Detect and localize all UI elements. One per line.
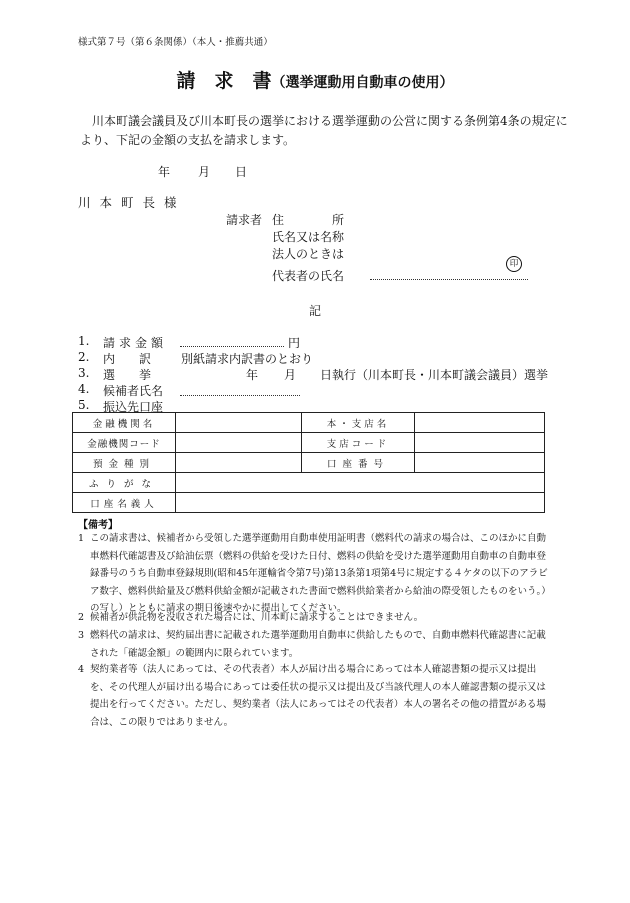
item-5-label: 振込先口座 [103, 400, 164, 414]
representative-name-line[interactable] [370, 279, 528, 280]
branch-code-field[interactable] [415, 433, 545, 453]
account-number-label: 口座番号 [302, 453, 415, 473]
note-text: この請求書は、候補者から受領した選挙運動用自動車使用証明書（燃料代の請求の場合は、このほかに自動車燃料代確認書及び給油伝票（燃料の供給を受けた日付、燃料の供給を受けた選挙運動用自動車の自動車登録番号のうち自動車登録規則(昭和45年運輸省令第7号)第13条第1項第4号に規定する４ケタの以下のアラビア数字、燃料供給量及び燃料供給金額が記載された書面で燃料供給業者から給油の際受領したものをいう。）の写し）とともに請求の期日後速やかに提出してください。 [90, 533, 548, 614]
ki-heading: 記 [308, 304, 321, 318]
page-title [0, 66, 630, 93]
furigana-field[interactable] [176, 473, 545, 493]
bank-name-label: 金融機関名 [73, 413, 176, 433]
claimant-label: 請求者 [226, 213, 263, 227]
intro-paragraph: 川本町議会議員及び川本町長の選挙における選挙運動の公営に関する条例第4条の規定により、下記の金額の支払を請求します。 [80, 114, 568, 147]
note-item [78, 661, 550, 731]
date-month-label: 月 [198, 165, 211, 179]
bank-name-field[interactable] [176, 413, 302, 433]
claim-amount-line[interactable] [180, 346, 284, 347]
item-5-number: 5. [78, 398, 90, 412]
address-label-2: 所 [332, 213, 345, 227]
item-1-number: 1. [78, 334, 90, 348]
date-year-label: 年 [158, 165, 171, 179]
note-item [78, 627, 550, 662]
addressee: 川本町長様 [78, 195, 186, 210]
item-2-label: 内 訳 [103, 352, 152, 366]
table-row [73, 453, 545, 473]
branch-name-label: 本・支店名 [302, 413, 415, 433]
deposit-type-label: 預金種別 [73, 453, 176, 473]
deposit-type-field[interactable] [176, 453, 302, 473]
note-text: 候補者が供託物を没収された場合には、川本町に請求することはできません。 [90, 612, 424, 623]
branch-name-field[interactable] [415, 413, 545, 433]
bank-code-field[interactable] [176, 433, 302, 453]
election-day-text: 日執行（川本町長・川本町議会議員）選挙 [320, 368, 549, 382]
election-year-label: 年 [246, 368, 259, 382]
note-item [78, 609, 550, 627]
note-number: 4 [78, 664, 85, 675]
item-3-label: 選 挙 [103, 368, 152, 382]
note-number: 2 [78, 612, 85, 623]
notes-heading: 【備考】 [78, 520, 118, 531]
furigana-label: ふりがな [73, 473, 176, 493]
bank-account-table [72, 412, 545, 513]
note-text: 燃料代の請求は、契約届出書に記載された選挙運動用自動車に供給したもので、自動車燃料代確認書に記載された「確認金額」の範囲内に限られています。 [90, 630, 546, 659]
title-sub: （選挙運動用自動車の使用） [271, 75, 454, 91]
election-month-label: 月 [284, 368, 297, 382]
table-row [73, 433, 545, 453]
yen-unit: 円 [288, 336, 301, 350]
note-number: 1 [78, 533, 85, 544]
account-number-field[interactable] [415, 453, 545, 473]
table-row [73, 473, 545, 493]
corp-label: 法人のときは [272, 247, 345, 261]
breakdown-value: 別紙請求内訳書のとおり [181, 352, 314, 366]
bank-code-label: 金融機関コード [73, 433, 176, 453]
item-2-number: 2. [78, 350, 90, 364]
form-number: 様式第７号（第６条関係）（本人・推薦共通） [78, 37, 273, 48]
branch-code-label: 支店コード [302, 433, 415, 453]
table-row [73, 413, 545, 433]
item-4-label: 候補者氏名 [103, 384, 164, 398]
item-4-number: 4. [78, 382, 90, 396]
address-label-1: 住 [272, 213, 285, 227]
representative-label: 代表者の氏名 [272, 269, 345, 283]
name-label: 氏名又は名称 [272, 230, 345, 244]
account-holder-field[interactable] [176, 493, 545, 513]
date-day-label: 日 [235, 165, 248, 179]
note-number: 3 [78, 630, 85, 641]
note-item [78, 530, 550, 618]
item-1-label: 請求金額 [103, 336, 168, 350]
seal-mark: 印 [506, 256, 522, 272]
item-3-number: 3. [78, 366, 90, 380]
table-row [73, 493, 545, 513]
account-holder-label: 口座名義人 [73, 493, 176, 513]
candidate-name-line[interactable] [180, 395, 300, 396]
note-text: 契約業者等（法人にあっては、その代表者）本人が届け出る場合にあっては本人確認書類の提示又は提出を、その代理人が届け出る場合にあっては委任状の提示又は提出及び当該代理人の本人確認書類の提示又は提出を行ってください。ただし、契約業者（法人にあってはその代表者）本人の署名その他の措置がある場合は、この限りではありません。 [90, 664, 546, 728]
title-main: 請 求 書 [176, 70, 272, 92]
